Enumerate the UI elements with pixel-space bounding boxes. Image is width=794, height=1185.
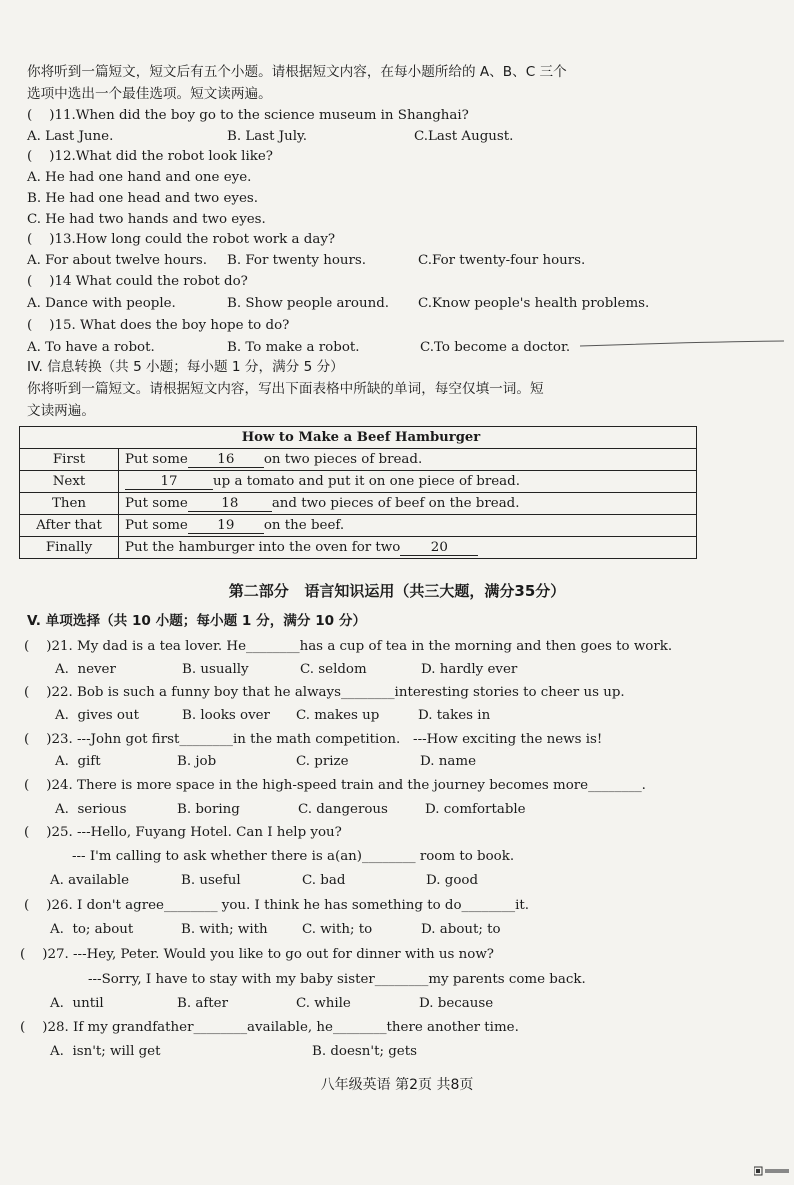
- section-4-instruction-line2: 文读两遍。: [27, 403, 95, 419]
- question-13-option-a: A. For about twelve hours.: [27, 253, 207, 268]
- question-11-stem: ( )11.When did the boy go to the science museum in Shanghai?: [27, 108, 469, 123]
- section-4-instruction-line1: 你将听到一篇短文。请根据短文内容，写出下面表格中所缺的单词，每空仅填一词。短: [27, 381, 544, 397]
- question-24-option-a: A. serious: [55, 802, 127, 817]
- question-14-option-b: B. Show people around.: [227, 296, 390, 311]
- question-23-option-c: C. prize: [296, 754, 349, 769]
- table-row: [20, 449, 697, 471]
- question-27-stem-line2: ---Sorry, I have to stay with my baby sister________my parents come back.: [88, 972, 586, 987]
- page-footer: 八年级英语 第2页 共8页: [320, 1077, 474, 1093]
- listening-instruction-line1: 你将听到一篇短文，短文后有五个小题。请根据短文内容，在每小题所给的 A、B、C 三个: [27, 64, 567, 80]
- step-label: Finally: [20, 537, 119, 559]
- question-26-option-b: B. with; with: [181, 922, 268, 937]
- question-13-option-b: B. For twenty hours.: [227, 253, 367, 268]
- question-12-stem: ( )12.What did the robot look like?: [27, 149, 273, 164]
- scanner-logo-icon: [754, 1166, 790, 1176]
- blank-20: 20: [400, 540, 478, 556]
- question-25-option-b: B. useful: [181, 873, 241, 888]
- table-row: [20, 471, 697, 493]
- question-27-option-d: D. because: [419, 996, 494, 1011]
- step-text-post: and two pieces of beef on the bread.: [271, 495, 520, 511]
- section-4-title: IV. 信息转换（共 5 小题；每小题 1 分，满分 5 分）: [27, 359, 344, 375]
- part-2-title: 第二部分 语言知识运用（共三大题，满分35分）: [228, 582, 566, 600]
- question-26-option-c: C. with; to: [302, 922, 373, 937]
- listening-instruction-line2: 选项中选出一个最佳选项。短文读两遍。: [27, 86, 272, 102]
- step-text-pre: Put some: [125, 517, 188, 533]
- question-28-option-a: A. isn't; will get: [50, 1044, 161, 1059]
- question-21-stem: ( )21. My dad is a tea lover. He________has a cup of tea in the morning and then goes to work.: [24, 639, 673, 654]
- question-22-option-c: C. makes up: [296, 708, 380, 723]
- question-22-option-a: A. gives out: [55, 708, 139, 723]
- table-row: [20, 537, 697, 559]
- table-row: [20, 493, 697, 515]
- question-12-option-a: A. He had one hand and one eye.: [27, 170, 252, 185]
- question-25-stem-line2: --- I'm calling to ask whether there is a(an)________ room to book.: [72, 849, 515, 864]
- question-28-option-b: B. doesn't; gets: [312, 1044, 417, 1059]
- step-text-pre: Put some: [125, 451, 188, 467]
- section-5-title: V. 单项选择（共 10 小题；每小题 1 分，满分 10 分）: [27, 613, 367, 629]
- question-22-option-b: B. looks over: [182, 708, 270, 723]
- question-21-option-b: B. usually: [182, 662, 249, 677]
- question-14-stem: ( )14 What could the robot do?: [27, 274, 248, 289]
- blank-18: 18: [188, 496, 272, 512]
- table-title: How to Make a Beef Hamburger: [20, 427, 697, 449]
- question-24-option-d: D. comfortable: [425, 802, 526, 817]
- step-text: [119, 493, 697, 515]
- question-28-stem: ( )28. If my grandfather________available, he________there another time.: [20, 1020, 519, 1035]
- step-label: First: [20, 449, 119, 471]
- question-13-stem: ( )13.How long could the robot work a day?: [27, 232, 336, 247]
- question-25-option-d: D. good: [426, 873, 479, 888]
- step-label: After that: [20, 515, 119, 537]
- blank-19: 19: [188, 518, 264, 534]
- step-text: [119, 515, 697, 537]
- question-26-option-a: A. to; about: [50, 922, 134, 937]
- question-26-option-d: D. about; to: [421, 922, 501, 937]
- question-22-stem: ( )22. Bob is such a funny boy that he always________interesting stories to cheer us up.: [24, 685, 625, 700]
- blank-17: 17: [125, 474, 213, 490]
- question-14-option-c: C.Know people's health problems.: [418, 296, 650, 311]
- question-24-stem: ( )24. There is more space in the high-speed train and the journey becomes more________.: [24, 778, 646, 793]
- question-27-option-a: A. until: [50, 996, 104, 1011]
- question-26-stem: ( )26. I don't agree________ you. I think he has something to do________it.: [24, 898, 530, 913]
- question-14-option-a: A. Dance with people.: [27, 296, 176, 311]
- step-text-pre: Put some: [125, 495, 188, 511]
- question-15-option-c: C.To become a doctor.: [420, 340, 571, 355]
- question-23-option-a: A. gift: [55, 754, 101, 769]
- question-23-stem: ( )23. ---John got first________in the math competition. ---How exciting the news is!: [24, 732, 603, 747]
- question-15-option-b: B. To make a robot.: [227, 340, 360, 355]
- question-21-option-a: A. never: [55, 662, 116, 677]
- question-24-option-c: C. dangerous: [298, 802, 388, 817]
- question-27-option-c: C. while: [296, 996, 351, 1011]
- step-text: [119, 537, 697, 559]
- step-text-post: on two pieces of bread.: [263, 451, 423, 467]
- step-label: Next: [20, 471, 119, 493]
- step-label: Then: [20, 493, 119, 515]
- question-22-option-d: D. takes in: [418, 708, 491, 723]
- step-text-post: up a tomato and put it on one piece of bread.: [213, 473, 520, 489]
- question-11-option-a: A. Last June.: [27, 129, 114, 144]
- question-24-option-b: B. boring: [177, 802, 240, 817]
- question-23-option-b: B. job: [177, 754, 217, 769]
- question-21-option-d: D. hardly ever: [421, 662, 518, 677]
- question-27-stem: ( )27. ---Hey, Peter. Would you like to go out for dinner with us now?: [20, 947, 494, 962]
- blank-16: 16: [188, 452, 264, 468]
- step-text: [119, 471, 697, 493]
- question-13-option-c: C.For twenty-four hours.: [418, 253, 586, 268]
- question-11-option-c: C.Last August.: [414, 129, 514, 144]
- question-25-option-c: C. bad: [302, 873, 346, 888]
- step-text: [119, 449, 697, 471]
- question-23-option-d: D. name: [420, 754, 477, 769]
- step-text-pre: Put the hamburger into the oven for two: [125, 539, 401, 555]
- question-12-option-c: C. He had two hands and two eyes.: [27, 212, 266, 227]
- question-25-stem: ( )25. ---Hello, Fuyang Hotel. Can I help you?: [24, 825, 342, 840]
- question-21-option-c: C. seldom: [300, 662, 367, 677]
- question-15-option-a: A. To have a robot.: [27, 340, 155, 355]
- table-row: [20, 515, 697, 537]
- question-15-stem: ( )15. What does the boy hope to do?: [27, 318, 290, 333]
- hamburger-table: [19, 426, 697, 559]
- question-27-option-b: B. after: [177, 996, 228, 1011]
- step-text-post: on the beef.: [263, 517, 345, 533]
- question-11-option-b: B. Last July.: [227, 129, 308, 144]
- pen-stroke-mark: [578, 339, 786, 349]
- question-12-option-b: B. He had one head and two eyes.: [27, 191, 259, 206]
- question-25-option-a: A. available: [50, 873, 130, 888]
